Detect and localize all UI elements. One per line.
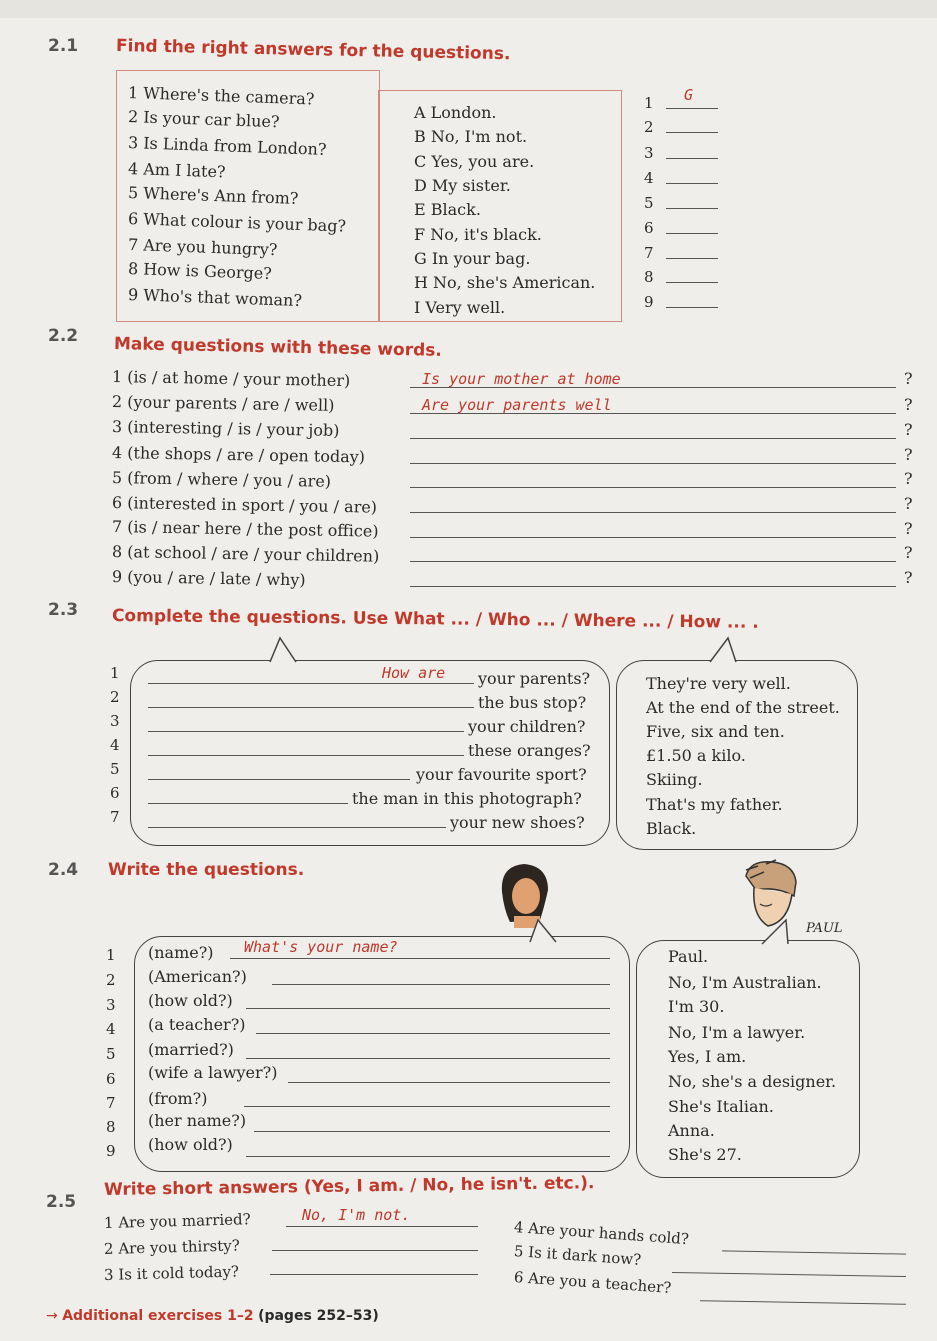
answer-line[interactable] [410, 387, 896, 388]
answer-line[interactable] [230, 958, 610, 959]
reply-text: No, she's a designer. [668, 1072, 837, 1091]
reply-text: Black. [646, 819, 697, 838]
section-number: 2.4 [48, 860, 79, 880]
match-line[interactable] [666, 158, 718, 159]
answer-line[interactable] [246, 1156, 610, 1157]
answer-line[interactable] [148, 779, 410, 780]
answer-item: H No, she's American. [414, 273, 596, 292]
footer-text: Additional exercises 1–2 [62, 1308, 254, 1324]
match-line[interactable] [666, 183, 718, 184]
answer-line[interactable] [672, 1272, 906, 1277]
question-item: 2 Is your car blue? [127, 107, 280, 132]
section-title: Make questions with these words. [113, 334, 443, 361]
short-question: 6 Are you a teacher? [513, 1268, 672, 1297]
question-ending: your parents? [478, 669, 591, 688]
filled-answer: No, I'm not. [302, 1206, 411, 1224]
answer-line[interactable] [244, 1106, 610, 1107]
match-line[interactable] [666, 132, 718, 133]
filled-answer: Are your parents well [422, 396, 612, 414]
answer-line[interactable] [246, 1008, 610, 1009]
answer-line[interactable] [410, 537, 896, 538]
answer-line[interactable] [410, 561, 896, 562]
short-question: 5 Is it dark now? [513, 1242, 642, 1269]
item-number: 2 [106, 971, 116, 989]
question-mark: ? [904, 543, 913, 562]
question-mark: ? [904, 395, 913, 414]
question-mark: ? [904, 469, 913, 488]
match-number: 2 [644, 118, 654, 136]
bubble-tail [260, 636, 310, 666]
prompt: (how old?) [148, 991, 233, 1010]
page-top-edge [0, 0, 937, 18]
section-title: Find the right answers for the questions. [115, 36, 511, 65]
answer-line[interactable] [148, 827, 446, 828]
section-number: 2.5 [46, 1192, 77, 1212]
answer-item: B No, I'm not. [414, 127, 528, 146]
item-number: 6 [106, 1070, 116, 1088]
reply-text: I'm 30. [668, 997, 725, 1016]
word-prompt: 6 (interested in sport / you / are) [111, 493, 378, 517]
reply-text: Anna. [668, 1121, 715, 1140]
answer-line[interactable] [410, 463, 896, 464]
prompt: (from?) [148, 1089, 208, 1108]
additional-exercises-link[interactable] [46, 1308, 379, 1324]
short-question: 4 Are your hands cold? [513, 1218, 690, 1249]
word-prompt: 8 (at school / are / your children) [111, 542, 380, 566]
answer-line[interactable] [148, 683, 474, 684]
answer-line[interactable] [148, 731, 464, 732]
answer-item: F No, it's black. [414, 225, 542, 244]
question-item: 5 Where's Ann from? [127, 183, 299, 208]
match-line[interactable] [666, 233, 718, 234]
answer-line[interactable] [410, 413, 896, 414]
question-item: 7 Are you hungry? [127, 235, 278, 260]
section-number: 2.2 [48, 326, 79, 346]
match-number: 8 [644, 268, 654, 286]
answer-line[interactable] [246, 1058, 610, 1059]
question-ending: your children? [468, 717, 586, 736]
prompt: (name?) [148, 943, 214, 962]
word-prompt: 9 (you / are / late / why) [111, 567, 306, 590]
answer-line[interactable] [410, 487, 896, 488]
prompt: (American?) [148, 967, 247, 986]
bubble-tail [524, 918, 568, 944]
short-question: 3 Is it cold today? [103, 1262, 240, 1284]
section-number: 2.1 [48, 36, 79, 56]
question-ending: the man in this photograph? [352, 789, 582, 808]
question-item: 8 How is George? [127, 259, 273, 284]
reply-text: That's my father. [646, 795, 783, 814]
word-prompt: 5 (from / where / you / are) [111, 468, 332, 491]
question-ending: your new shoes? [450, 813, 585, 832]
item-number: 2 [110, 688, 120, 706]
short-question: 2 Are you thirsty? [103, 1236, 240, 1258]
answer-item: I Very well. [414, 298, 506, 317]
answer-line[interactable] [288, 1082, 610, 1083]
item-number: 9 [106, 1142, 116, 1160]
arrow-icon: → [46, 1308, 58, 1324]
question-mark: ? [904, 369, 913, 388]
question-item: 4 Am I late? [127, 159, 226, 182]
match-line[interactable] [666, 108, 718, 109]
question-item: 6 What colour is your bag? [127, 209, 347, 236]
bubble-tail [756, 918, 800, 946]
answer-line[interactable] [410, 438, 896, 439]
reply-text: Paul. [668, 947, 709, 966]
reply-text: They're very well. [646, 674, 791, 693]
item-number: 3 [110, 712, 120, 730]
prompt: (married?) [148, 1040, 234, 1059]
reply-text: £1.50 a kilo. [646, 746, 746, 765]
match-number: 9 [644, 293, 654, 311]
item-number: 4 [106, 1020, 116, 1038]
question-item: 1 Where's the camera? [127, 83, 315, 109]
footer-pages: (pages 252–53) [258, 1308, 379, 1324]
question-mark: ? [904, 494, 913, 513]
answer-line[interactable] [256, 1033, 610, 1034]
question-mark: ? [904, 568, 913, 587]
match-line[interactable] [666, 258, 718, 259]
item-number: 3 [106, 996, 116, 1014]
filled-answer: How are [382, 664, 446, 682]
prompt: (a teacher?) [148, 1015, 246, 1034]
item-number: 1 [106, 946, 116, 964]
item-number: 5 [106, 1045, 116, 1063]
answer-item: E Black. [414, 200, 481, 219]
match-line[interactable] [666, 307, 718, 308]
section-title: Complete the questions. Use What ... / Who ... / Where ... / How ... . [111, 606, 759, 633]
answer-line[interactable] [148, 707, 474, 708]
answer-line[interactable] [148, 755, 464, 756]
answer-item: A London. [414, 103, 497, 122]
reply-text: Yes, I am. [668, 1047, 747, 1066]
question-ending: these oranges? [468, 741, 591, 760]
question-ending: the bus stop? [478, 693, 587, 712]
word-prompt: 3 (interesting / is / your job) [111, 417, 340, 440]
match-line[interactable] [666, 282, 718, 283]
reply-text: Five, six and ten. [646, 722, 785, 741]
item-number: 8 [106, 1118, 116, 1136]
answer-line[interactable] [148, 803, 348, 804]
answer-line[interactable] [722, 1250, 906, 1254]
reply-text: Skiing. [646, 770, 703, 789]
reply-text: She's Italian. [668, 1097, 774, 1116]
reply-text: No, I'm Australian. [668, 973, 822, 992]
word-prompt: 1 (is / at home / your mother) [111, 367, 351, 391]
answer-line[interactable] [270, 1274, 478, 1275]
question-ending: your favourite sport? [416, 765, 587, 784]
item-number: 4 [110, 736, 120, 754]
speaker-label: PAUL [806, 921, 843, 936]
item-number: 5 [110, 760, 120, 778]
match-number: 1 [644, 94, 654, 112]
word-prompt: 4 (the shops / are / open today) [111, 443, 366, 467]
match-number: 6 [644, 219, 654, 237]
filled-answer: What's your name? [244, 938, 398, 956]
answer-line[interactable] [700, 1300, 906, 1305]
answer-item: D My sister. [414, 176, 511, 195]
short-question: 1 Are you married? [103, 1210, 251, 1232]
prompt: (her name?) [148, 1111, 247, 1130]
answer-item: C Yes, you are. [414, 152, 535, 171]
section-number: 2.3 [48, 600, 79, 620]
reply-text: No, I'm a lawyer. [668, 1023, 806, 1042]
answer-item: G In your bag. [414, 249, 531, 268]
word-prompt: 7 (is / near here / the post office) [111, 517, 379, 541]
word-prompt: 2 (your parents / are / well) [111, 392, 335, 415]
question-item: 3 Is Linda from London? [127, 133, 327, 159]
match-number: 7 [644, 244, 654, 262]
question-mark: ? [904, 519, 913, 538]
match-number: 5 [644, 194, 654, 212]
match-number: 3 [644, 144, 654, 162]
bubble-tail [700, 636, 750, 666]
answer-line[interactable] [286, 1226, 478, 1227]
match-answer: G [684, 86, 694, 104]
question-mark: ? [904, 445, 913, 464]
question-item: 9 Who's that woman? [127, 285, 303, 311]
answer-line[interactable] [272, 1250, 478, 1251]
answer-line[interactable] [410, 586, 896, 587]
prompt: (how old?) [148, 1135, 233, 1154]
match-line[interactable] [666, 208, 718, 209]
answer-line[interactable] [272, 984, 610, 985]
item-number: 7 [106, 1094, 116, 1112]
question-mark: ? [904, 420, 913, 439]
reply-text: She's 27. [668, 1145, 742, 1164]
item-number: 7 [110, 808, 120, 826]
item-number: 1 [110, 664, 120, 682]
prompt: (wife a lawyer?) [148, 1063, 278, 1082]
section-title: Write the questions. [108, 860, 305, 880]
section-title: Write short answers (Yes, I am. / No, he isn't. etc.). [103, 1173, 595, 1200]
answer-line[interactable] [254, 1131, 610, 1132]
item-number: 6 [110, 784, 120, 802]
answer-line[interactable] [410, 512, 896, 513]
filled-answer: Is your mother at home [422, 370, 621, 388]
reply-text: At the end of the street. [646, 698, 840, 717]
match-number: 4 [644, 169, 654, 187]
